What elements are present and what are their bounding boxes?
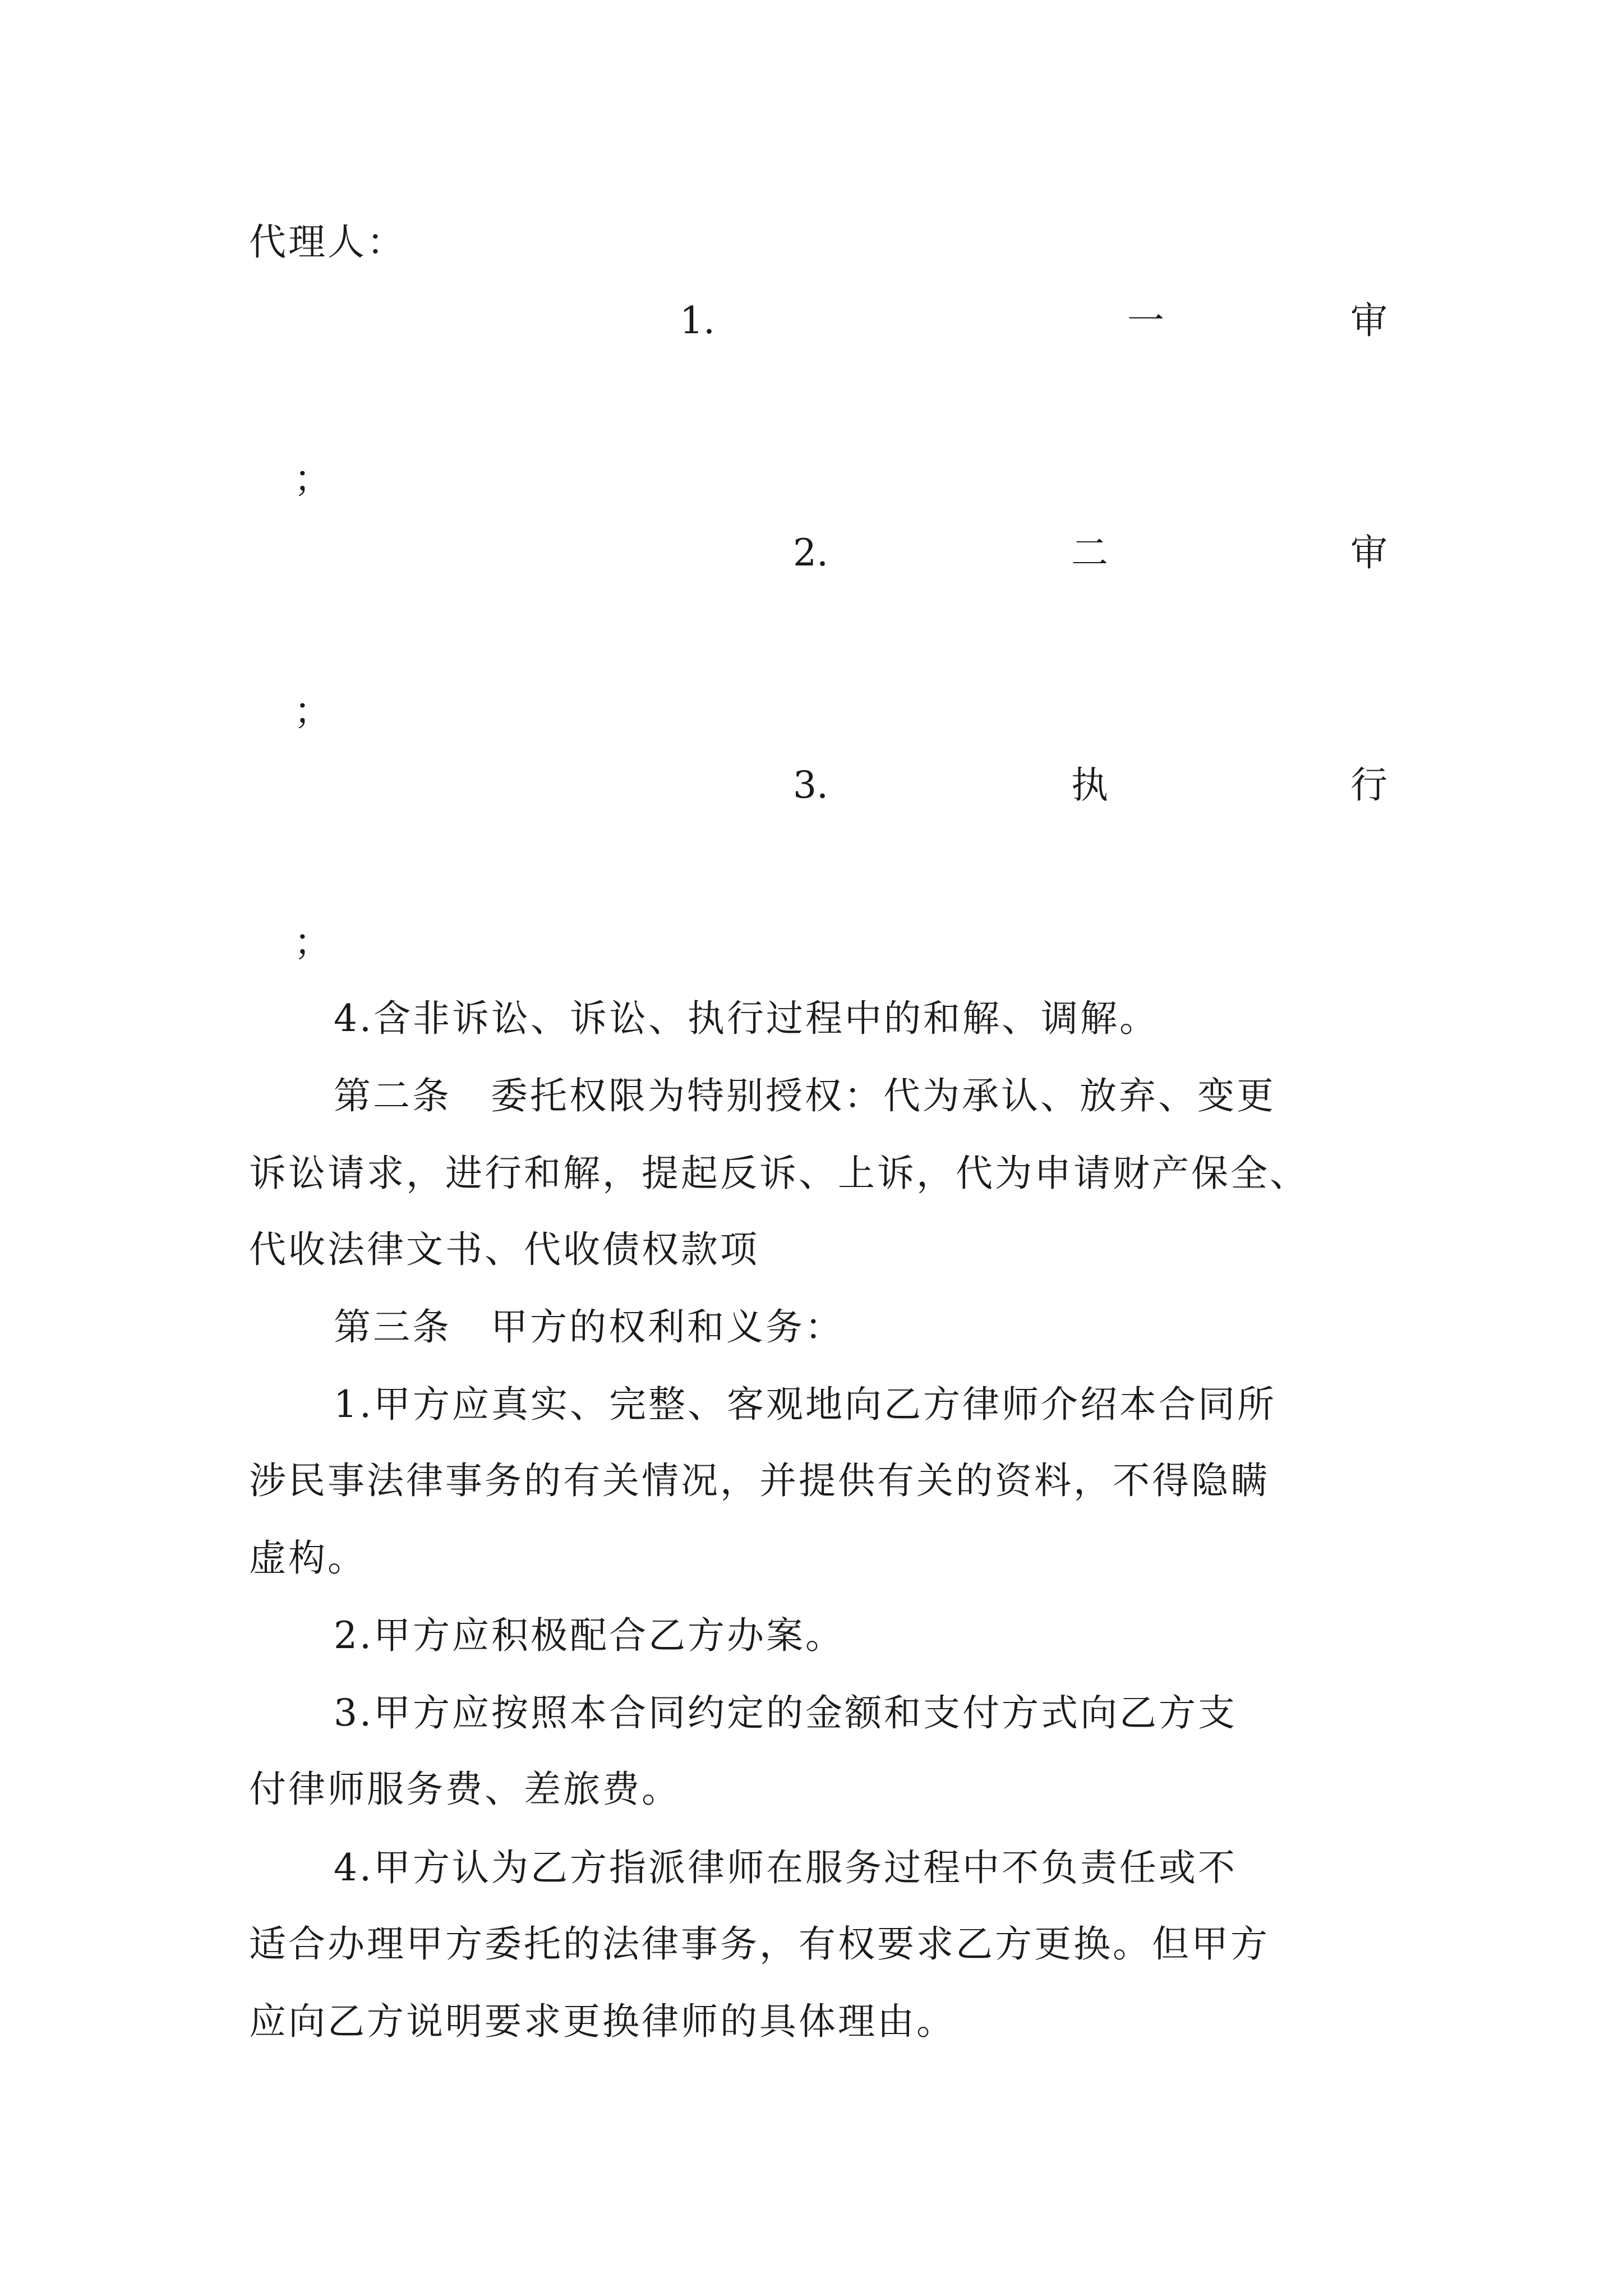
scope-item-1-char-b: 审 (1350, 299, 1387, 342)
article-3-item-2: 2.甲方应积极配合乙方办案。 (334, 1614, 845, 1657)
article-3-item-1-line-3: 虚构。 (249, 1536, 367, 1580)
agent-label: 代理人： (249, 220, 406, 264)
article-3-item-1-line-2: 涉民事法律事务的有关情况，并提供有关的资料，不得隐瞒 (249, 1459, 1270, 1502)
article-3-heading: 第三条 甲方的权利和义务： (334, 1305, 844, 1349)
scope-item-2-number: 2. (793, 531, 828, 574)
scope-item-2-char-a: 二 (1071, 531, 1108, 574)
article-3-item-3-line-1: 3.甲方应按照本合同约定的金额和支付方式向乙方支 (334, 1691, 1237, 1734)
article-3-item-1-line-1: 1.甲方应真实、完整、客观地向乙方律师介绍本合同所 (334, 1383, 1276, 1426)
article-3-item-3-line-2: 付律师服务费、差旅费。 (249, 1768, 681, 1811)
scope-item-3-char-a: 执 (1071, 763, 1108, 807)
scope-item-1-number: 1. (680, 299, 715, 342)
scope-item-3-char-b: 行 (1350, 763, 1387, 807)
scope-item-2-end: ； (294, 689, 331, 733)
article-2-line-2: 诉讼请求，进行和解，提起反诉、上诉，代为申请财产保全、 (249, 1152, 1309, 1195)
scope-item-1-char-a: 一 (1127, 299, 1164, 342)
scope-item-1-end: ； (294, 457, 331, 500)
scope-item-4: 4.含非诉讼、诉讼、执行过程中的和解、调解。 (334, 997, 1159, 1040)
article-2-line-3: 代收法律文书、代收债权款项 (249, 1228, 759, 1271)
scope-item-2-char-b: 审 (1350, 531, 1387, 574)
article-3-item-4-line-2: 适合办理甲方委托的法律事务，有权要求乙方更换。但甲方 (249, 1922, 1270, 1966)
scope-item-3-number: 3. (793, 763, 828, 807)
article-3-item-4-line-3: 应向乙方说明要求更换律师的具体理由。 (249, 2000, 956, 2043)
article-3-item-4-line-1: 4.甲方认为乙方指派律师在服务过程中不负责任或不 (334, 1846, 1237, 1889)
article-2-line-1: 第二条 委托权限为特别授权：代为承认、放弃、变更 (334, 1074, 1276, 1117)
scope-item-3-end: ； (294, 921, 331, 964)
